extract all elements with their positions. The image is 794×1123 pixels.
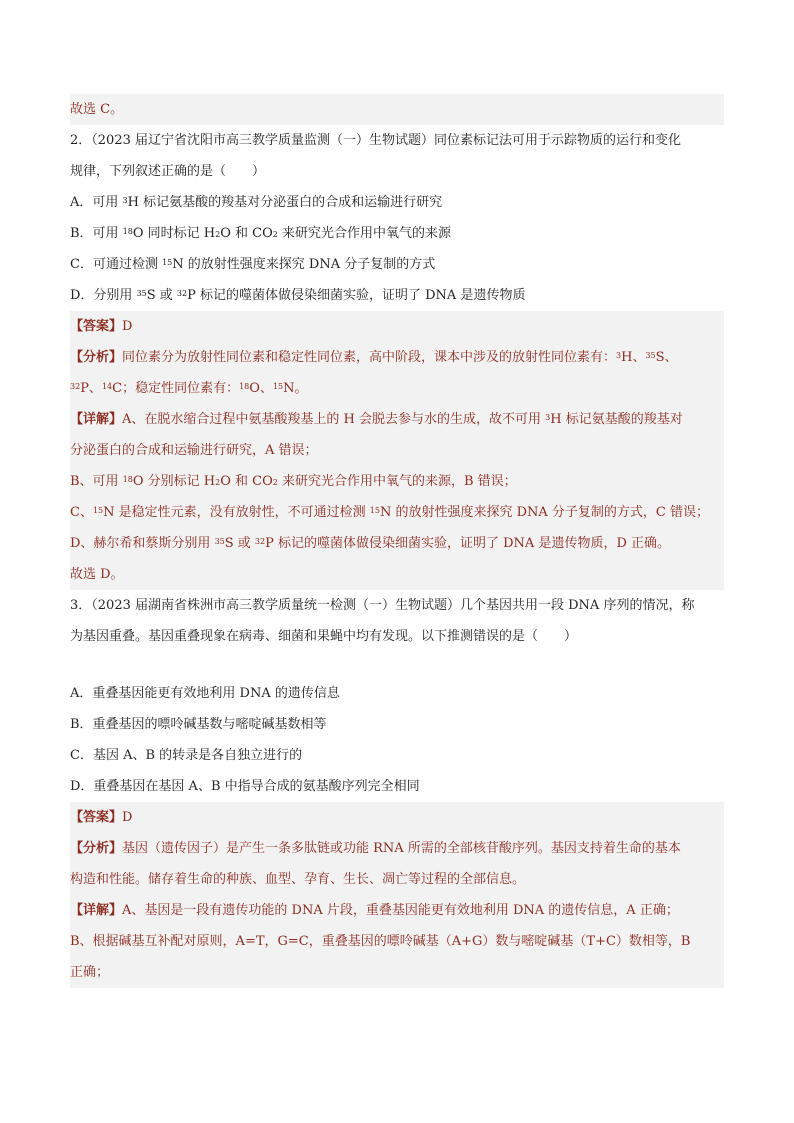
- answer-line: 正确；: [70, 957, 724, 988]
- question-line: 为基因重叠。基因重叠现象在病毒、细菌和果蝇中均有发现。以下推测错误的是（ ）: [70, 629, 578, 644]
- answer-line: 分泌蛋白的合成和运输进行研究，A 错误；: [70, 435, 724, 466]
- question-line: D．重叠基因在基因 A、B 中指导合成的氨基酸序列完全相同: [70, 779, 420, 794]
- question-line: C．可通过检测 $^{15}$N 的放射性强度来探究 DNA 分子复制的方式: [70, 257, 436, 272]
- answer-line: 构造和性能。储存着生命的种族、血型、孕育、生长、凋亡等过程的全部信息。: [70, 864, 724, 895]
- answer-line: B、根据碱基互补配对原则，A=T，G=C，重叠基因的嘌呤碱基（A+G）数与嘧啶碱基（T+C）数相等，B: [70, 926, 724, 957]
- answer-line: 故选 D。: [70, 559, 724, 590]
- question-line: 规律，下列叙述正确的是（ ）: [70, 164, 266, 179]
- question-line: C．基因 A、B 的转录是各自独立进行的: [70, 748, 303, 763]
- question-line: B．可用 $^{18}$O 同时标记 $H_2O$ 和 $CO_2$ 来研究光合作用中氧气的来源: [70, 226, 451, 241]
- question-line: 3．（2023 届湖南省株洲市高三教学质量统一检测（一）生物试题）几个基因共用一段 DNA 序列的情况，称: [70, 598, 695, 613]
- answer-line: 【分析】基因（遗传因子）是产生一条多肽链或功能 RNA 所需的全部核苷酸序列。基因支持着生命的基本: [70, 833, 724, 864]
- answer-line: D、赫尔希和蔡斯分别用 $^{35}$S 或 $^{32}$P 标记的噬菌体做侵染细菌实验，证明了 DNA 是遗传物质，D 正确。: [70, 528, 724, 559]
- question-line: A．可用 $^3$H 标记氨基酸的羧基对分泌蛋白的合成和运输进行研究: [70, 195, 443, 210]
- answer-line: 【答案】D: [70, 802, 724, 833]
- question-line: D．分别用 $^{35}$S 或 $^{32}$P 标记的噬菌体做侵染细菌实验，证明了 DNA 是遗传物质: [70, 288, 526, 303]
- document-page: [70, 94, 724, 988]
- question-line: B．重叠基因的嘌呤碱基数与嘧啶碱基数相等: [70, 717, 327, 732]
- answer-line: $^{32}$P、$^{14}$C；稳定性同位素有：$^{18}$O、$^{15}$N。: [70, 373, 724, 404]
- blank-spacer: [70, 652, 724, 678]
- answer-line: 【分析】同位素分为放射性同位素和稳定性同位素，高中阶段，课本中涉及的放射性同位素有：$^3$H、$^{35}$S、: [70, 342, 724, 373]
- answer-line: 【详解】A、在脱水缩合过程中氨基酸羧基上的 H 会脱去参与水的生成，故不可用 $^3$H 标记氨基酸的羧基对: [70, 404, 724, 435]
- answer-line: 故选 C。: [70, 94, 724, 125]
- answer-line: B、可用 $^{18}$O 分别标记 $H_2O$ 和 $CO_2$ 来研究光合作用中氧气的来源，B 错误；: [70, 466, 724, 497]
- question-line: A．重叠基因能更有效地利用 DNA 的遗传信息: [70, 686, 340, 701]
- question-line: 2．（2023 届辽宁省沈阳市高三教学质量监测（一）生物试题）同位素标记法可用于示踪物质的运行和变化: [70, 133, 681, 148]
- answer-line: 【详解】A、基因是一段有遗传功能的 DNA 片段，重叠基因能更有效地利用 DNA 的遗传信息，A 正确；: [70, 895, 724, 926]
- answer-line: 【答案】D: [70, 311, 724, 342]
- answer-line: C、$^{15}$N 是稳定性元素，没有放射性，不可通过检测 $^{15}$N 的放射性强度来探究 DNA 分子复制的方式，C 错误；: [70, 497, 724, 528]
